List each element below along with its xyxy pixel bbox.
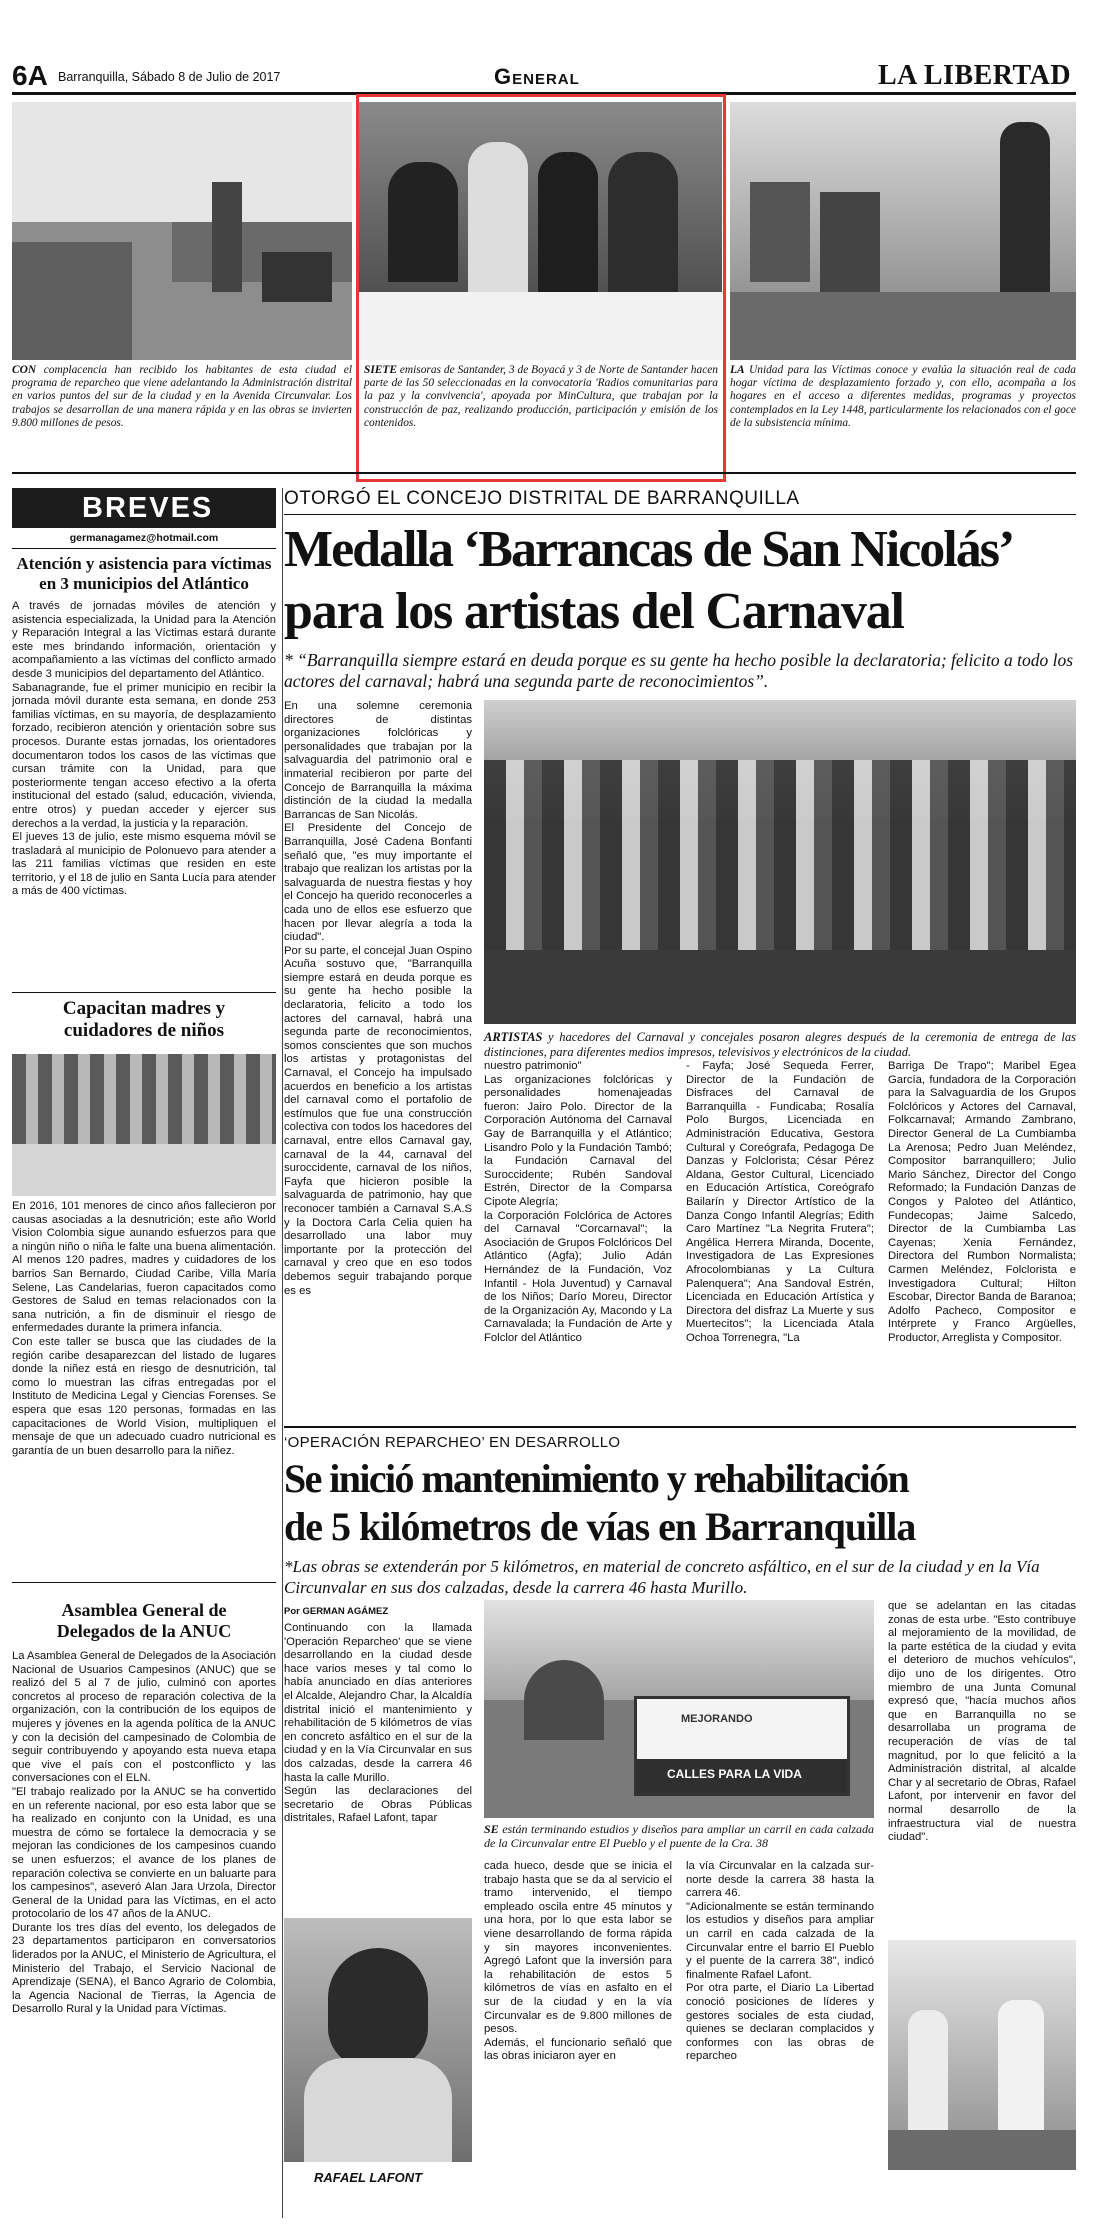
breves-email-rule [12, 548, 276, 549]
section-divider [12, 472, 1076, 474]
article1-col2: nuestro patrimonio" Las organizaciones folclóricas y personalidades homenajeadas fueron: Jairo Polo. Director de la Corporación Autónoma del Carnaval Gay de Barranquilla y el Atlántico; Lisandro Polo y la Fundación Tambó; la Fundación Carnaval del Suroccidente; Rubén Sandoval Estrén, Director de la Comparsa Cipote Alegría; la Corporación Folclórica de Actores del Carnaval "Corcarnaval"; la Asociación de Grupos Folclóricos Del Atlántico (Agfa); Julio Adán Hernández de la Fundación, Voz Infantil - Hola Juventud) y Carnaval de los Niños; Darío Moreu, Director de la Organización Ay, Macondo y La Carnavalada; la Fundación de Arte y Folclor del Atlántico [484, 1060, 672, 1344]
article2-subtitle: *Las obras se extenderán por 5 kilómetros, en material de concreto asfáltico, en el sur de la ciudad y en la Vía Circunvalar en sus dos calzadas, desde la carrera 46 hasta Murillo. [284, 1557, 1040, 1597]
article2-col4: que se adelantan en las citadas zonas de esta urbe. "Esto contribuye al mejoramiento de la movilidad, de la parte estética de la ciudad y evita el deterioro de muchos vehículos", dijo uno de los dirigentes. Otro miembro de una Junta Comunal expresó que, "hacía muchos años que en Barranquilla no se desarrollaba un programa de recuperación de vías de tal magnitud, por lo que felicitó a la Administración distrital, al alcalde Char y al secretario de Obras, Rafael Lafont, por intervenir en favor del normal desarrollo de la infraestructura vial de nuestra ciudad". [888, 1600, 1076, 1844]
story1-headline: Atención y asistencia para víctimas en 3 municipios del Atlántico [16, 554, 272, 593]
roadworks-sign [634, 1696, 850, 1796]
story2-rule [12, 992, 276, 993]
article1-kicker-rule [284, 514, 1076, 515]
caption-victims-unit: LA Unidad para las Víctimas conoce y evalúa la situación real de cada hogar víctima de desplazamiento forzado y, con ello, acompaña a los hogares en el acceso a diferentes medidas, programas y proyectos contemplados en la Ley 1448, particularmente los relacionados con el goce de la subsistencia mínima. [730, 364, 1076, 429]
breves-column [12, 488, 276, 2218]
sign-text-bottom: CALLES PARA LA VIDA [667, 1767, 802, 1781]
article2-headline-line2: de 5 kilómetros de vías en Barranquilla [284, 1504, 916, 1549]
section-name: General [494, 64, 580, 89]
story2-p2: Con este taller se busca que las ciudades de la región caribe desaparezcan del listado de lugares donde la niñez está en riesgo de desnutrición, tal como lo muestran las cifras entregadas por el Instituto de Medicina Legal y Ciencias Forenses. Se espera que esas 120 personas, formadas en las capacitaciones de World Vision, multipliquen el mensaje de que un adecuado cuadro nutricional es garantía de un buen desarrollo para la niñez. [12, 1335, 276, 1457]
story3-rule [12, 1582, 276, 1583]
photo-road-works [12, 102, 352, 360]
sign-text-top: MEJORANDO [681, 1713, 753, 1725]
story2-headline: Capacitan madres y cuidadores de niños [62, 998, 226, 1041]
breves-banner [12, 488, 276, 528]
article2-col3: la vía Circunvalar en la calzada sur-norte desde la carrera 38 hasta la carrera 46. "Adicionalmente se están terminando los estudios y diseños para ampliar un carril en cada calzada de la Circunvalar entre el barrio El Pueblo y el puente de la carrera 38", indicó finalmente Rafael Lafont. Por otra parte, el Diario La Libertad conoció posiciones de líderes y gestores sociales de esta ciudad, quienes se declaran complacidos y conformes con las obras de reparcheo [686, 1860, 874, 2063]
article1-kicker: OTORGÓ EL CONCEJO DISTRITAL DE BARRANQUILLA [284, 488, 800, 509]
photo-victims-unit [730, 102, 1076, 360]
article1-subtitle: * “Barranquilla siempre estará en deuda porque es su gente ha hecho posible la declaratoria; felicito a todo los actores del carnaval; habrá una segunda parte de reconocimientos”. [284, 650, 1074, 691]
portrait-caption: RAFAEL LAFONT [314, 2170, 423, 2185]
article-medalla [284, 482, 1084, 1522]
photo-workers-street [888, 1940, 1076, 2170]
story3-p3: Durante los tres días del evento, los delegados de 23 departamentos participaron en conversatorios liderados por la ANUC, el Ministerio de Agricultura, el Ministerio del Trabajo, el Servicio Nacional de Aprendizaje (SENA), el Banco Agrario de Colombia, la Agencia Nacional de Tierras, la Agencia de Desarrollo Rural y la Unidad para Víctimas. [12, 1921, 276, 2016]
caption-road-works: CON complacencia han recibido los habitantes de esta ciudad el programa de reparcheo que viene adelantando la Administración distrital en varios puntos del sur de la ciudad y en la Avenida Circunvalar. Los trabajos se desarrollan de una manera rápida y en las obras se invierten 9.800 millones de pesos. [12, 364, 352, 429]
caption-radio-emisoras: SIETE emisoras de Santander, 3 de Boyacá y 3 de Norte de Santander hacen parte de las 50 seleccionadas en la convocatoria 'Radios comunitarias para la paz y la convivencia', apoyada por MinCultura, que trabajan por la construcción de paz, realizando producción, participación y emisión de los contenidos. [364, 364, 718, 429]
breves-title: BREVES [82, 492, 214, 524]
article2-kicker: ‘OPERACIÓN REPARCHEO’ EN DESARROLLO [284, 1434, 621, 1451]
story1-p1: A través de jornadas móviles de atención y asistencia especializada, la Unidad para la Atención y Reparación Integral a las Víctimas estará durante este mes brindando información, orientación y acompañamiento a las víctimas del conflicto armado desde 3 municipios del departamento del Atlántico. [12, 600, 276, 680]
article2-col1: Continuando con la llamada 'Operación Reparcheo' que se viene desarrollando en la ciudad desde hace varios meses y tal como lo había anunciado en días anteriores el Alcalde, Alejandro Char, la Alcaldía distrital inició el mantenimiento y rehabilitación de 5 kilómetros de vías en concreto asfáltico en el sur de la ciudad y en la Vía Circunvalar en sus dos calzadas, desde la carrera 46 hasta la calle Murillo. Según las declaraciones del secretario de Obras Públicas distritales, Rafael Lafont, tapar [284, 1622, 472, 1825]
caption-carnival-artists: ARTISTAS y hacedores del Carnaval y concejales posaron alegres después de la ceremonia de entrega de las distinciones, para diferentes medios impresos, televisivos y electrónicos de la ciudad. [484, 1030, 1076, 1059]
article1-headline-line1: Medalla ‘Barrancas de San Nicolás’ [284, 521, 1014, 578]
caption-circunvalar-works: SE están terminando estudios y diseños para ampliar un carril en cada calzada de la Circunvalar entre El Pueblo y el puente de la Cra. 38 [484, 1822, 874, 1850]
article2-headline-line1: Se inició mantenimiento y rehabilitación [284, 1456, 909, 1501]
story1-p3: El jueves 13 de julio, este mismo esquema móvil se trasladará al municipio de Polonuevo para atender a las 211 familias víctimas que residen en este territorio, y el 18 de julio en Santa Lucía para atender a más de 400 víctimas. [12, 831, 276, 898]
masthead [12, 54, 1076, 94]
story2-body [12, 1200, 276, 1458]
article1-headline-line2: para los artistas del Carnaval [284, 583, 904, 640]
article1-col3: - Fayfa; José Sequeda Ferrer, Director de la Fundación de Disfraces del Carnaval de Barranquilla - Fundicaba; Rosalía Polo Burgos, Licenciada en Administración Educativa, Gestora Cultural y Coreógrafa, Pedagoga De Danzas y Folclorista; César Pérez Aldana, Gestor Cultural, Licenciado en Educación Artística, Coreógrafo Bailarín y Director Artístico de la Danza Congo Infantil Alegrías; Edith Caro Martínez "La Negrita Frutera"; Angélica Herrera Miranda, Docente, Investigadora de Las Expresiones Afrocolombianas y La Cultura Palenquera"; Ana Sandoval Estrén, Licenciada en Educación Artística y Directora del disfraz La Muerte y sus Muertecitos"; la Licenciada Atala Ochoa Torrenegra, "La [686, 1060, 874, 1344]
photo-circunvalar-works [484, 1600, 874, 1818]
photo-rafael-lafont [284, 1918, 472, 2162]
story3-headline: Asamblea General de Delegados de la ANUC [56, 1600, 232, 1641]
photo-nutrition-workshop [12, 1054, 276, 1196]
story2-p1: En 2016, 101 menores de cinco años fallecieron por causas asociadas a la desnutrición; este año World Vision Colombia sigue aunando esfuerzos para que a ningún niño o niña le falte una buena alimentación. Al menos 120 padres, madres y cuidadores de los barrios San Bernardo, Ciudad Caribe, Villa María Selene, Las Candelarias, fueron capacitados como Gestores de Salud en temas relacionados con la sana nutrición, a fin de disminuir el riesgo de enfermedades durante la primera infancia. [12, 1200, 276, 1335]
story3-p2: "El trabajo realizado por la ANUC se ha convertido en un referente nacional, por eso esta labor que se ha realizado en conjunto con la Unidad, es una muestra de cómo se fortalece la democracia y se mejoran las condiciones de los campesinos cuando se unen esfuerzos; el avance de los planes de reparación colectiva se convierte en un baluarte para los campesinos", aseveró Alan Jara Urzola, Director General de la Unidad para las Víctimas, en el acto protocolario de los 47 años de la ANUC. [12, 1785, 276, 1921]
article-reparcheo [284, 1430, 1084, 2220]
paper-name: LA LIBERTAD [878, 60, 1072, 91]
photo-carnival-artists [484, 700, 1076, 1024]
page-number: 6A [12, 60, 48, 91]
dateline: Barranquilla, Sábado 8 de Julio de 2017 [58, 70, 281, 84]
story1-body [12, 600, 276, 899]
article2-col2: cada hueco, desde que se inicia el trabajo hasta que se da al servicio el tramo intervenido, el tiempo empleado oscila entre 45 minutos y una hora, por lo que esta labor se viene desarrollando de forma rápida y sin mayores inconvenientes. Agregó Lafont que la inversión para la rehabilitación de estos 5 kilómetros de vías en asfalto en el sur de la ciudad y en la vía Circunvalar es de 9.800 millones de pesos. Además, el funcionario señaló que las obras iniciaron ayer en [484, 1860, 672, 2063]
article2-byline: Por GERMAN AGÁMEZ [284, 1606, 389, 1617]
breves-column-divider [282, 488, 283, 2218]
article1-col4: Barriga De Trapo"; Maribel Egea García, fundadora de la Corporación para la Salvaguardia de los Grupos Folclóricos y Actores del Carnaval, Folkcarnaval; Armando Zambrano, Director General de La Cumbiamba La Arenosa; Pedro Juan Meléndez, Compositor barranquillero; Julio Mario Sánchez, Director del Congo Reformado; la Fundación Danzas de Congos y Paloteo del Atlántico, Fundecopas; Jaime Salcedo, Director de la Cumbiamba Las Cayenas; Xenia Fernández, Directora del Rumbon Normalista; Carmen Meléndez, Folclorista e Investigadora Cultural; Hilton Escobar, Director Banda de Baranoa; Adolfo Pacheco, Compositor e Intérprete y Franco Argüelles, Productor, Arreglista y Compositor. [888, 1060, 1076, 1344]
article1-col1-top: En una solemne ceremonia directores de distintas organizaciones folclóricas y personalidades que trabajan por la salvaguardia del patrimonio oral e inmaterial recibieron por parte del Concejo de Barranquilla la máxima distinción de la ciudad la medalla Barrancas de San Nicolás. El Presidente del Concejo de Barranquilla, José Cadena Bonfanti señaló que, "es muy importante el trabajo que realizan los artistas por la salvaguarda de nuestra fiestas y hoy el Concejo ha querido reconocerles a cada uno de ellos ese esfuerzo que hacen por llevar alegría a toda la ciudad". Por su parte, el concejal Juan Ospino Acuña sostuvo que, "Barranquilla siempre estará en deuda porque es su gente ha hecho posible la declaratoria, felicito a todo los actores del carnaval, habrá una segunda parte de reconocimientos, somos conscientes que son muchos los artistas y protagonistas del Carnaval, el Concejo ha impulsado acuerdos en beneficio a los artistas del carnaval como el portafolio de estímulos que fue una construcción colectiva con todos los hacedores del carnaval, entre ellos Carnaval gay, carnaval de la 44, carnaval del suroccidente, carnaval de los niños, Fayfa que hicieron posible la salvaguarda de patrimonio, hay que reconocer también a Carnaval S.A.S y la Doctora Carla Celia quien ha desarrollado una labor muy importante por la protección del carnaval y creo que en eso todos debemos seguir trabajando porque es es [284, 700, 472, 1297]
story3-p1: La Asamblea General de Delegados de la Asociación Nacional de Usuarios Campesinos (ANUC) que se realizó del 5 al 7 de julio, culminó con aportes concretos al proceso de reparación colectiva de la organización, con la contribución de los equipos de mujeres y jóvenes en la agenda política de la ANUC y con la decisión del campesinado de Colombia de seguir contribuyendo y apoyando esta nueva etapa que vive el país con el postconflicto y las conversaciones con el ELN. [12, 1650, 276, 1785]
article-divider [284, 1426, 1076, 1428]
breves-email: germanagamez@hotmail.com [69, 532, 219, 544]
story3-body [12, 1650, 276, 2017]
story1-p2: Sabanagrande, fue el primer municipio en recibir la jornada móvil durante esta semana, en donde 253 familias víctimas, en su mayoría, de desplazamiento forzado, recibieron atención y orientación sobre sus procesos. Durante estas jornadas, los orientadores documentaron todos los casos de las víctimas que cursan trámite con la Unidad, para que posteriormente tengan acceso efectivo a la oferta institucional del estado (salud, educación, vivienda, entre otros) y puedan acceder y ejercer sus derechos a la verdad, la justicia y la reparación. [12, 681, 276, 830]
